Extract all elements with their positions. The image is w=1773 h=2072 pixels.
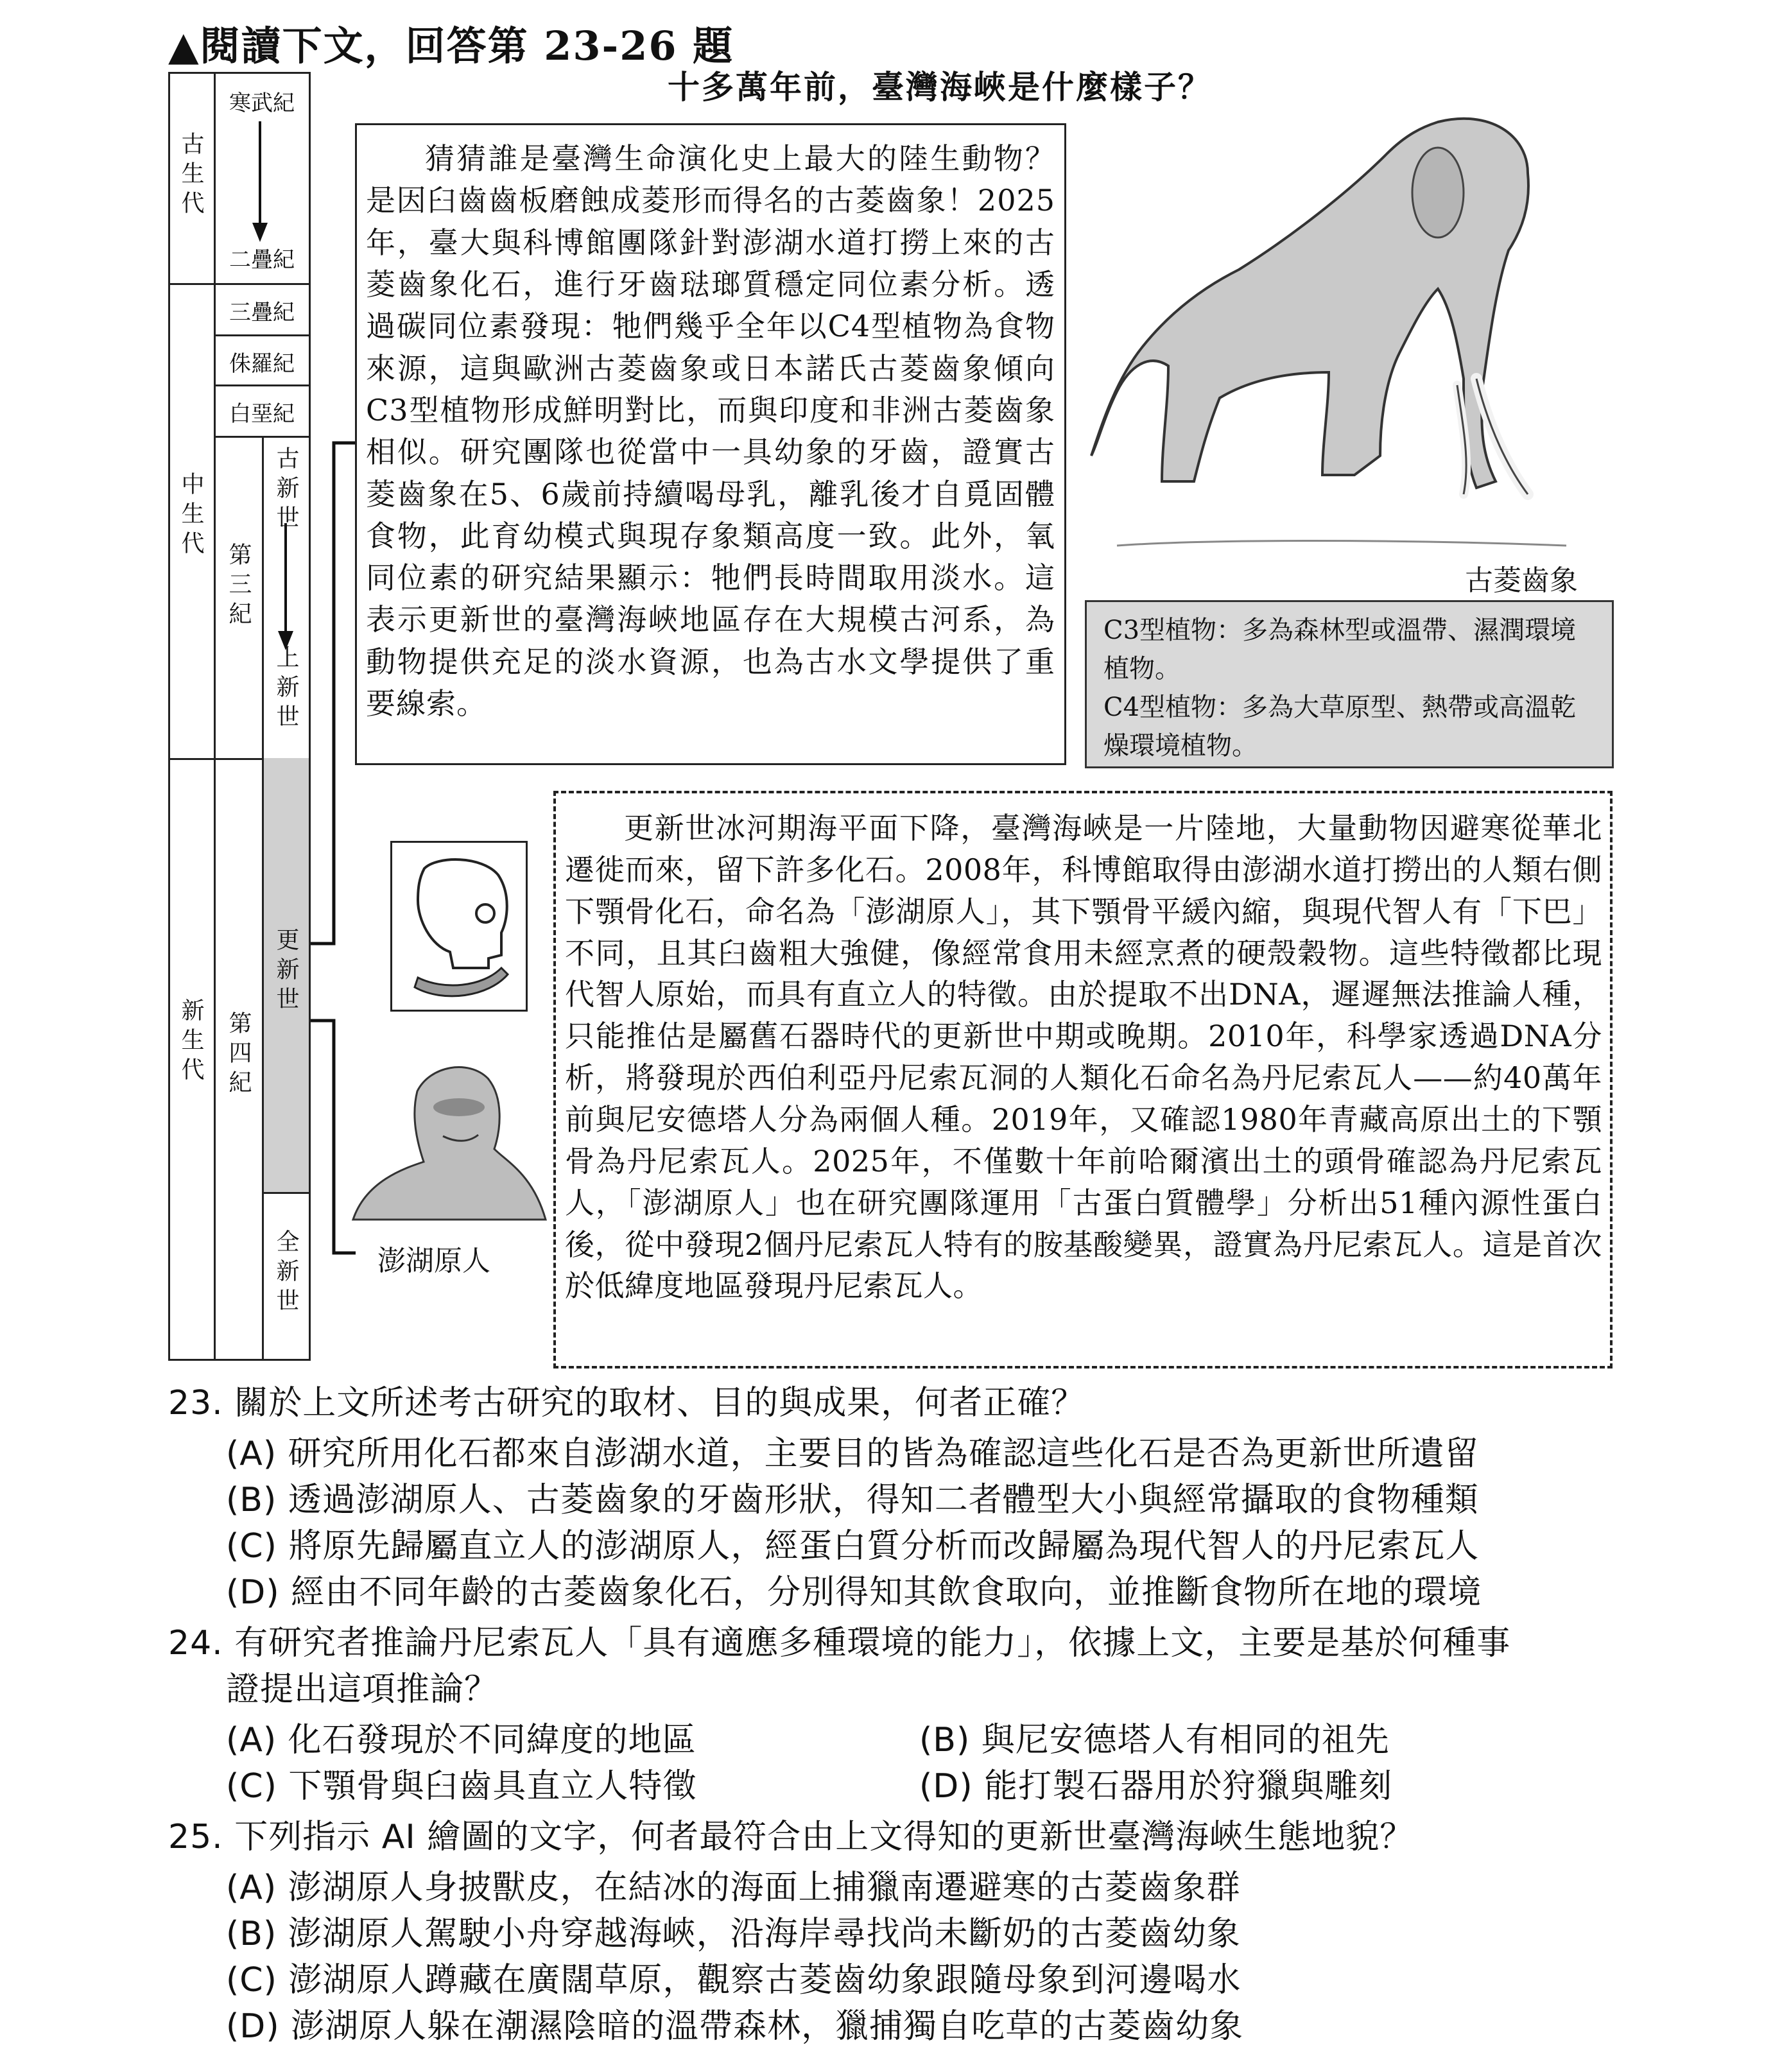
period-triassic: 三疊紀 [229,300,295,325]
period-quaternary: 第四紀 [225,1011,252,1100]
epoch-pleistocene: 更新世 [273,928,299,1016]
section-header: ▲閱讀下文，回答第 23-26 題 [168,22,734,69]
era-cenozoic: 新生代 [178,998,204,1087]
question-23-option-b[interactable]: (B) 透過澎湖原人、古菱齒象的牙齒形狀，得知二者體型大小與經常攝取的食物種類 [226,1481,1479,1519]
arrow-down-icon [247,121,273,243]
epoch-pliocene: 上新世 [273,645,299,734]
article-title: 十多萬年前，臺灣海峽是什麼樣子？ [668,69,1212,106]
human-caption: 澎湖原人 [377,1245,490,1277]
question-25-stem: 25. 下列指示 AI 繪圖的文字，何者最符合由上文得知的更新世臺灣海峽生態地貌？ [168,1818,1414,1856]
question-23-option-a[interactable]: (A) 研究所用化石都來自澎湖水道，主要目的皆為確認這些化石是否為更新世所遺留 [226,1435,1479,1473]
question-24-option-c[interactable]: (C) 下顎骨與臼齒具直立人特徵 [226,1767,697,1806]
geologic-timeline [168,72,311,1361]
epoch-paleocene: 古新世 [273,446,299,535]
question-25-option-c[interactable]: (C) 澎湖原人蹲藏在廣闊草原，觀察古菱齒幼象跟隨母象到河邊喝水 [226,1961,1241,1999]
question-24-option-b[interactable]: (B) 與尼安德塔人有相同的祖先 [919,1721,1390,1759]
human-illustration [340,1053,552,1226]
question-23-option-d[interactable]: (D) 經由不同年齡的古菱齒象化石，分別得知其飲食取向，並推斷食物所在地的環境 [226,1573,1482,1612]
penghu-man-article-box: 更新世冰河期海平面下降，臺灣海峽是一片陸地，大量動物因避寒從華北遷徙而來，留下許多化石。2008年，科博館取得由澎湖水道打撈出的人類右側下顎骨化石，命名為「澎湖原人」，其下顎骨平緩內縮，與現代智人有「下巴」不同，且其臼齒粗大強健，像經常食用未經烹煮的硬殼穀物。這些特徵都比現代智人原始，而具有直立人的特徵。由於提取不出DNA，遲遲無法推論人種，只能推估是屬舊石器時代的更新世中期或晚期。2010年，科學家透過DNA分析，將發現於西伯利亞丹尼索瓦洞的人類化石命名為丹尼索瓦人——約40萬年前與尼安德塔人分為兩個人種。2019年，又確認1980年青藏高原出土的下顎骨為丹尼索瓦人。2025年，不僅數十年前哈爾濱出土的頭骨確認為丹尼索瓦人，「澎湖原人」也在研究團隊運用「古蛋白質體學」分析出51種內源性蛋白後，從中發現2個丹尼索瓦人特有的胺基酸變異，證實為丹尼索瓦人。這是首次於低緯度地區發現丹尼索瓦人。 [553,791,1613,1368]
period-tertiary: 第三紀 [225,542,252,631]
period-jurassic: 侏羅紀 [229,351,295,377]
elephant-illustration [1078,96,1605,591]
c4-definition: C4型植物：多為大草原型、熱帶或高溫乾燥環境植物。 [1103,693,1577,761]
arrow-down-icon [273,523,298,652]
question-25-option-a[interactable]: (A) 澎湖原人身披獸皮，在結冰的海面上捕獵南遷避寒的古菱齒象群 [226,1869,1241,1907]
elephant-caption: 古菱齒象 [1465,564,1578,597]
era-paleozoic: 古生代 [178,132,204,220]
question-25-option-b[interactable]: (B) 澎湖原人駕駛小舟穿越海峽，沿海岸尋找尚未斷奶的古菱齒幼象 [226,1915,1241,1953]
question-24-option-a[interactable]: (A) 化石發現於不同緯度的地區 [226,1721,696,1759]
c3-definition: C3型植物：多為森林型或溫帶、濕潤環境植物。 [1103,616,1577,684]
question-23-stem: 23. 關於上文所述考古研究的取材、目的與成果，何者正確？ [168,1384,1085,1422]
plant-type-info-box [1085,600,1614,768]
skull-icon [392,843,526,1010]
question-24-stem: 24. 有研究者推論丹尼索瓦人「具有適應多種環境的能力」，依據上文，主要是基於何種事 [168,1624,1511,1662]
period-cretaceous: 白堊紀 [229,401,295,427]
question-23-option-c[interactable]: (C) 將原先歸屬直立人的澎湖原人，經蛋白質分析而改歸屬為現代智人的丹尼索瓦人 [226,1527,1480,1566]
elephant-article-box: 猜猜誰是臺灣生命演化史上最大的陸生動物？是因臼齒齒板磨蝕成菱形而得名的古菱齒象！2025年，臺大與科博館團隊針對澎湖水道打撈上來的古菱齒象化石，進行牙齒琺瑯質穩定同位素分析。透過碳同位素發現：牠們幾乎全年以C4型植物為食物來源，這與歐洲古菱齒象或日本諾氏古菱齒象傾向C3型植物形成鮮明對比，而與印度和非洲古菱齒象相似。研究團隊也從當中一具幼象的牙齒，證實古菱齒象在5、6歲前持續喝母乳，離乳後才自覓固體食物，此育幼模式與現存象類高度一致。此外，氧同位素的研究結果顯示：牠們長時間取用淡水。這表示更新世的臺灣海峽地區存在大規模古河系，為動物提供充足的淡水資源，也為古水文學提供了重要線索。 [355,123,1066,765]
epoch-holocene: 全新世 [273,1229,299,1318]
period-permian: 二疊紀 [229,247,295,273]
era-mesozoic: 中生代 [178,472,204,560]
question-24-stem-cont: 證提出這項推論？ [226,1670,499,1709]
jawbone-diagram [390,841,528,1012]
question-24-option-d[interactable]: (D) 能打製石器用於狩獵與雕刻 [919,1767,1393,1806]
question-25-option-d[interactable]: (D) 澎湖原人躲在潮濕陰暗的溫帶森林，獵捕獨自吃草的古菱齒幼象 [226,2007,1244,2046]
period-cambrian: 寒武紀 [229,91,295,116]
